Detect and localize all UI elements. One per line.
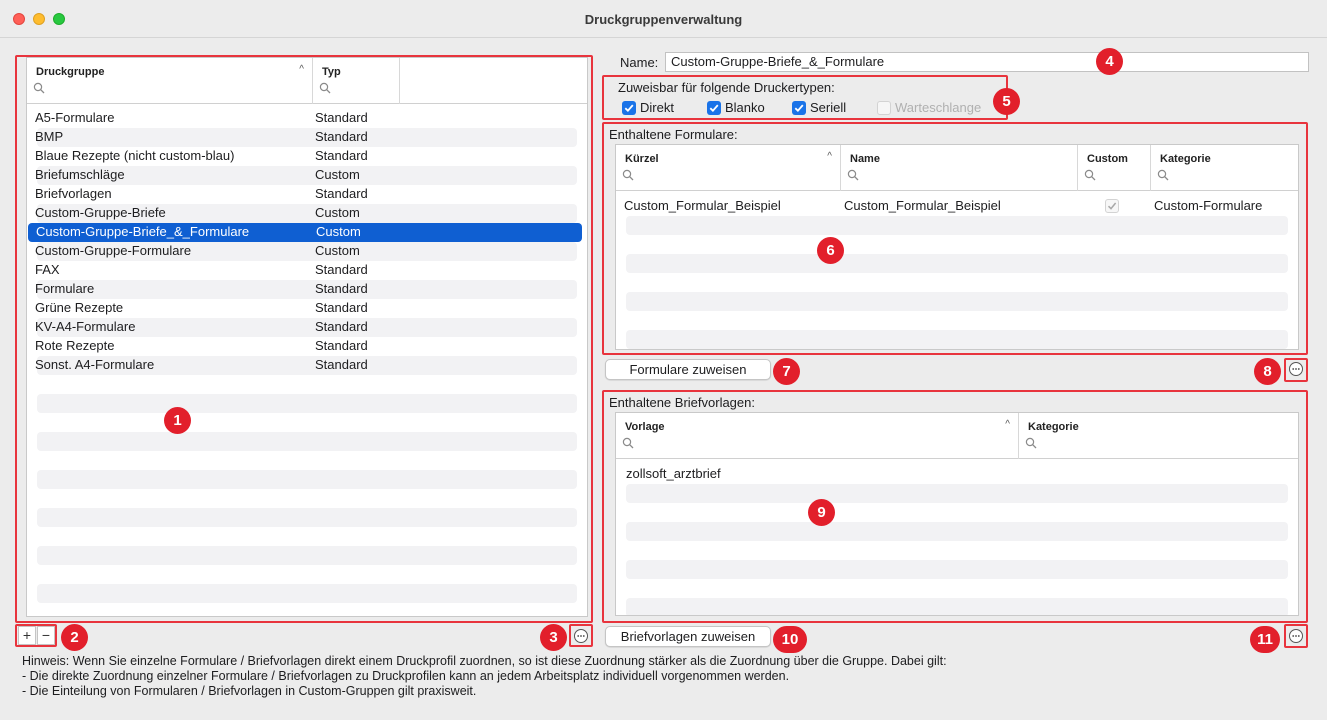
name-label: Name: [620,55,659,70]
assign-letter-templates-button[interactable]: Briefvorlagen zuweisen [605,626,771,647]
annotation-badge-5: 5 [993,88,1020,115]
column-header-custom[interactable] [1078,145,1151,191]
annotation-badge-3: 3 [540,624,567,651]
group-type-cell: Standard [315,300,368,315]
empty-row [616,579,1298,598]
empty-row [37,394,577,413]
group-type-cell: Custom [316,224,361,239]
table-row[interactable] [37,356,577,375]
more-options-icon[interactable] [1287,627,1305,645]
empty-row [626,330,1288,349]
group-type-cell: Custom [315,167,360,182]
table-row[interactable] [28,223,582,242]
empty-row [616,503,1298,522]
name-input[interactable]: Custom-Gruppe-Briefe_&_Formulare [665,52,1309,72]
form-short-cell: Custom_Formular_Beispiel [624,198,781,213]
group-type-cell: Standard [315,338,368,353]
column-header-vorlage[interactable] [616,413,1019,459]
forms-table[interactable] [615,144,1299,350]
column-header-druckgruppe[interactable] [27,58,313,104]
assign-forms-button[interactable]: Formulare zuweisen [605,359,771,380]
empty-row [626,560,1288,579]
form-category-cell: Custom-Formulare [1154,198,1263,213]
annotation-badge-4: 4 [1096,48,1123,75]
column-header-kuerzel[interactable] [616,145,841,191]
table-row[interactable] [27,109,587,128]
search-icon[interactable] [1084,169,1096,181]
more-options-icon[interactable] [1287,360,1305,378]
group-name-cell: Custom-Gruppe-Briefe_&_Formulare [36,224,250,239]
column-header-kategorie[interactable] [1019,413,1299,459]
empty-row [37,470,577,489]
printer-type-checkbox[interactable] [707,101,721,115]
empty-row [37,584,577,603]
empty-row [616,311,1298,330]
printer-type-label: Direkt [640,100,674,115]
empty-row [27,375,587,394]
empty-row [626,484,1288,503]
table-row[interactable] [27,299,587,318]
column-label-typ: Typ [322,66,341,78]
column-label-kategorie: Kategorie [1028,421,1079,433]
search-icon[interactable] [1025,437,1037,449]
group-name-cell: Custom-Gruppe-Briefe [35,205,166,220]
empty-row [37,546,577,565]
empty-row [626,598,1288,616]
printer-type-checkbox[interactable] [792,101,806,115]
empty-row [626,522,1288,541]
column-label-kategorie: Kategorie [1160,153,1211,165]
window-content [0,38,1327,720]
search-icon[interactable] [1157,169,1169,181]
search-icon[interactable] [622,169,634,181]
table-row[interactable] [37,280,577,299]
search-icon[interactable] [847,169,859,181]
hint-text [22,654,947,699]
letters-section-label: Enthaltene Briefvorlagen: [609,395,755,410]
print-group-table-header [27,58,587,104]
empty-row [616,541,1298,560]
custom-checkbox-icon [1105,199,1119,213]
empty-row [626,292,1288,311]
annotation-badge-11: 11 [1250,626,1280,653]
sort-ascending-icon: ^ [1005,419,1010,430]
empty-row [626,216,1288,235]
column-header-typ[interactable] [313,58,400,104]
empty-row [27,413,587,432]
letter-templates-table-header [616,413,1298,459]
table-row[interactable] [37,242,577,261]
group-type-cell: Standard [315,319,368,334]
printer-types-label: Zuweisbar für folgende Druckertypen: [618,80,835,95]
printer-type-label: Seriell [810,100,847,115]
forms-section-label: Enthaltene Formulare: [609,127,738,142]
group-type-cell: Custom [315,205,360,220]
table-row[interactable] [27,337,587,356]
empty-row [616,235,1298,254]
empty-row [27,489,587,508]
group-type-cell: Custom [315,243,360,258]
template-name-cell: zollsoft_arztbrief [626,466,721,481]
sort-ascending-icon: ^ [299,64,304,75]
table-row[interactable] [27,261,587,280]
add-group-button[interactable]: + [18,626,36,645]
table-row[interactable] [37,318,577,337]
search-icon[interactable] [622,437,634,449]
group-type-cell: Standard [315,281,368,296]
annotation-badge-6: 6 [817,237,844,264]
annotation-badge-7: 7 [773,358,800,385]
column-label-druckgruppe: Druckgruppe [36,66,105,78]
table-row[interactable] [37,204,577,223]
group-name-cell: A5-Formulare [35,110,115,125]
empty-row [616,273,1298,292]
forms-table-header [616,145,1298,191]
remove-group-button[interactable]: − [37,626,55,645]
printer-type-label: Warteschlange [895,100,982,115]
column-label-vorlage: Vorlage [625,421,665,433]
column-label-name: Name [850,153,880,165]
empty-row [626,254,1288,273]
printer-type-checkbox[interactable] [622,101,636,115]
title-bar [0,0,1327,38]
empty-row [27,565,587,584]
group-name-cell: Formulare [35,281,95,296]
annotation-badge-9: 9 [808,499,835,526]
group-name-cell: FAX [35,262,60,277]
table-row[interactable] [27,147,587,166]
annotation-badge-8: 8 [1254,358,1281,385]
group-name-cell: BMP [35,129,64,144]
group-type-cell: Standard [315,148,368,163]
group-type-cell: Standard [315,262,368,277]
group-type-cell: Standard [315,186,368,201]
hint-line-2: - Die direkte Zuordnung einzelner Formulare / Briefvorlagen zu Druckprofilen kann an jedem Arbeitsplatz individuell vorgenommen werden. [22,669,790,683]
printer-type-label: Blanko [725,100,765,115]
sort-ascending-icon: ^ [827,151,832,162]
group-name-cell: KV-A4-Formulare [35,319,136,334]
group-type-cell: Standard [315,129,368,144]
column-label-kuerzel: Kürzel [625,153,659,165]
table-row[interactable] [616,465,1298,484]
table-row[interactable] [27,185,587,204]
table-row[interactable] [37,166,577,185]
annotation-badge-10: 10 [773,626,807,653]
table-row[interactable] [37,128,577,147]
annotation-badge-1: 1 [164,407,191,434]
column-header-kategorie[interactable] [1151,145,1299,191]
form-name-cell: Custom_Formular_Beispiel [844,198,1001,213]
empty-row [27,451,587,470]
hint-line-3: - Die Einteilung von Formularen / Briefvorlagen in Custom-Gruppen gilt praxisweit. [22,684,477,698]
annotation-badge-2: 2 [61,624,88,651]
group-name-cell: Rote Rezepte [35,338,115,353]
column-label-custom: Custom [1087,153,1128,165]
group-name-cell: Blaue Rezepte (nicht custom-blau) [35,148,235,163]
group-name-cell: Custom-Gruppe-Formulare [35,243,192,258]
group-name-cell: Grüne Rezepte [35,300,124,315]
print-group-table[interactable] [26,57,588,617]
column-header-name[interactable] [841,145,1078,191]
search-icon[interactable] [319,82,331,94]
printer-type-checkbox [877,101,891,115]
search-icon[interactable] [33,82,45,94]
letter-templates-table[interactable] [615,412,1299,616]
more-options-icon[interactable] [572,627,590,645]
empty-row [37,432,577,451]
window-title: Druckgruppenverwaltung [584,12,743,27]
group-type-cell: Standard [315,110,368,125]
group-name-cell: Briefvorlagen [35,186,112,201]
group-name-cell: Sonst. A4-Formulare [35,357,155,372]
group-name-cell: Briefumschläge [35,167,125,182]
group-type-cell: Standard [315,357,368,372]
table-row[interactable] [616,197,1298,216]
empty-row [37,508,577,527]
hint-line-1: Hinweis: Wenn Sie einzelne Formulare / Briefvorlagen direkt einem Druckprofil zuordnen, so ist diese Zuordnung stärker als die Zuordnung über die Gruppe. Dabei gilt: [22,654,947,668]
empty-row [27,527,587,546]
